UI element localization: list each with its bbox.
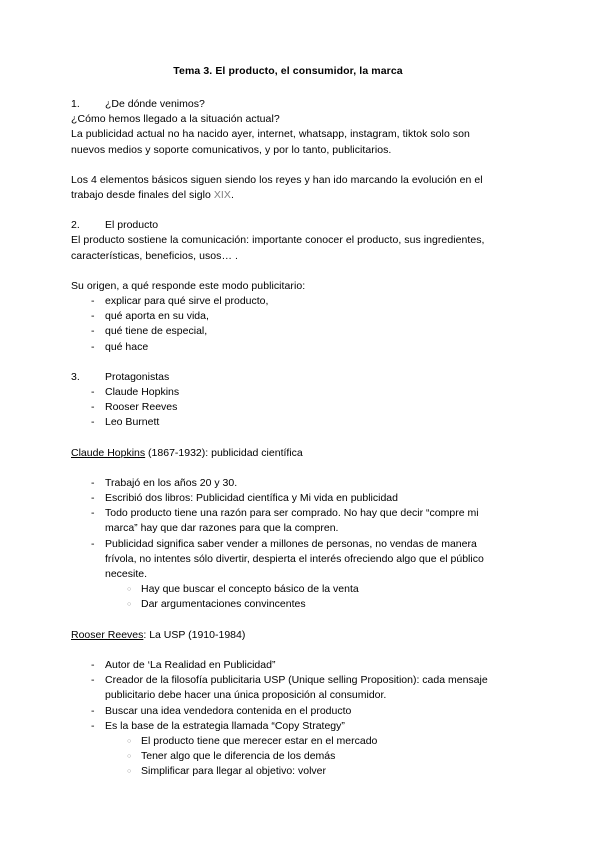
sub-list-item-label: Tener algo que le diferencia de los demás <box>141 750 336 763</box>
section-2-heading <box>71 218 505 233</box>
dash-marker: - <box>91 537 95 550</box>
section-1-line-1: ¿Cómo hemos llegado a la situación actual? <box>71 113 280 126</box>
list-item-label: Leo Burnett <box>105 416 160 429</box>
century-text-after: . <box>230 189 234 202</box>
circle-bullet-icon: ○ <box>127 601 132 609</box>
list-item-label: qué tiene de especial, <box>105 325 208 338</box>
dash-marker: - <box>91 295 95 308</box>
sub-list-item <box>71 764 505 779</box>
list-item-label: Escribió dos libros: Publicidad científica y Mi vida en publicidad <box>105 492 398 505</box>
section-1-heading <box>71 97 505 112</box>
list-item-label: Claude Hopkins <box>105 386 180 399</box>
list-item <box>71 309 505 324</box>
section-3-title: Protagonistas <box>105 370 170 383</box>
sub-list-item-label: Hay que buscar el concepto básico de la venta <box>141 583 359 596</box>
hopkins-heading <box>71 446 505 461</box>
sub-list-item-label: El producto tiene que merecer estar en el mercado <box>141 734 378 747</box>
sub-list-item <box>71 749 505 764</box>
circle-bullet-icon: ○ <box>127 768 132 776</box>
spacer <box>71 461 505 476</box>
list-item-label: Rooser Reeves <box>105 401 178 414</box>
page-title: Tema 3. El producto, el consumidor, la marca <box>173 65 403 77</box>
list-item <box>71 658 505 673</box>
list-item-label: Buscar una idea vendedora contenida en el producto <box>105 704 352 717</box>
section-2-number: 2. <box>71 219 80 232</box>
list-item-label: qué aporta en su vida, <box>105 310 209 323</box>
dash-marker: - <box>91 310 95 323</box>
list-item <box>71 704 505 719</box>
sub-list-item-label: Dar argumentaciones convincentes <box>141 598 306 611</box>
century-text-before: Los 4 elementos básicos siguen siendo los reyes y han ido marcando la evolución en el trabajo desde finales del siglo <box>71 173 483 202</box>
section-3-heading <box>71 370 505 385</box>
section-3-number: 3. <box>71 370 80 383</box>
list-item <box>71 673 505 703</box>
sub-list-item <box>71 597 505 612</box>
list-item <box>71 340 505 355</box>
list-item <box>71 719 505 734</box>
list-item <box>71 400 505 415</box>
reeves-heading <box>71 628 505 643</box>
dash-marker: - <box>91 492 95 505</box>
reeves-heading-rest: : La USP (1910-1984) <box>143 628 246 641</box>
list-item <box>71 491 505 506</box>
sub-list-item <box>71 582 505 597</box>
century-label: XIX <box>213 189 231 202</box>
spacer <box>71 203 505 218</box>
list-item <box>71 476 505 491</box>
dash-marker: - <box>91 507 95 520</box>
section-1-line-3 <box>71 173 505 203</box>
list-item <box>71 506 505 536</box>
circle-bullet-icon: ○ <box>127 753 132 761</box>
spacer <box>71 431 505 446</box>
spacer <box>71 613 505 628</box>
list-item <box>71 294 505 309</box>
reeves-name: Rooser Reeves <box>71 628 144 641</box>
circle-bullet-icon: ○ <box>127 586 132 594</box>
dash-marker: - <box>91 704 95 717</box>
section-1-number: 1. <box>71 98 80 110</box>
list-item-label: Publicidad significa saber vender a millones de personas, no vendas de manera frívola, no intentes sólo divertir, despierta el interés ofreciendo algo que el público necesite. <box>105 537 484 581</box>
hopkins-name: Claude Hopkins <box>71 446 146 459</box>
dash-marker: - <box>91 386 95 399</box>
list-item-label: Es la base de la estrategia llamada “Copy Strategy” <box>105 719 345 732</box>
hopkins-heading-rest: (1867-1932): publicidad científica <box>145 446 303 459</box>
dash-marker: - <box>91 476 95 489</box>
section-1-line-2: La publicidad actual no ha nacido ayer, internet, whatsapp, instagram, tiktok solo son nuevos medios y soporte comunicativos, y por lo tanto, publicitarios. <box>71 128 470 156</box>
spacer <box>71 264 505 279</box>
list-item-label: qué hace <box>105 340 149 353</box>
section-2-line-1: El producto sostiene la comunicación: importante conocer el producto, sus ingredientes, características, beneficios, usos… . <box>71 234 485 262</box>
spacer <box>71 355 505 370</box>
dash-marker: - <box>91 674 95 687</box>
dash-marker: - <box>91 719 95 732</box>
dash-marker: - <box>91 401 95 414</box>
list-item-label: explicar para qué sirve el producto, <box>105 295 269 308</box>
dash-marker: - <box>91 658 95 671</box>
list-item <box>71 537 505 583</box>
section-2-title: El producto <box>105 219 159 232</box>
section-1-title: ¿De dónde venimos? <box>105 98 205 110</box>
list-item-label: Autor de ‘La Realidad en Publicidad” <box>105 658 276 671</box>
dash-marker: - <box>91 325 95 338</box>
dash-marker: - <box>91 416 95 429</box>
list-item-label: Trabajó en los años 20 y 30. <box>105 476 238 489</box>
list-item <box>71 324 505 339</box>
list-item-label: Todo producto tiene una razón para ser comprado. No hay que decir “compre mi marca” hay que dar razones para que la compren. <box>105 507 479 535</box>
circle-bullet-icon: ○ <box>127 737 132 745</box>
list-item <box>71 415 505 430</box>
section-2-line-2: Su origen, a qué responde este modo publicitario: <box>71 279 306 292</box>
spacer <box>71 158 505 173</box>
sub-list-item-label: Simplificar para llegar al objetivo: volver <box>141 765 326 778</box>
sub-list-item <box>71 734 505 749</box>
dash-marker: - <box>91 340 95 353</box>
list-item <box>71 385 505 400</box>
list-item-label: Creador de la filosofía publicitaria USP (Unique selling Proposition): cada mensaje publicitario debe hacer una única proposición al consumidor. <box>105 674 488 702</box>
spacer <box>71 643 505 658</box>
